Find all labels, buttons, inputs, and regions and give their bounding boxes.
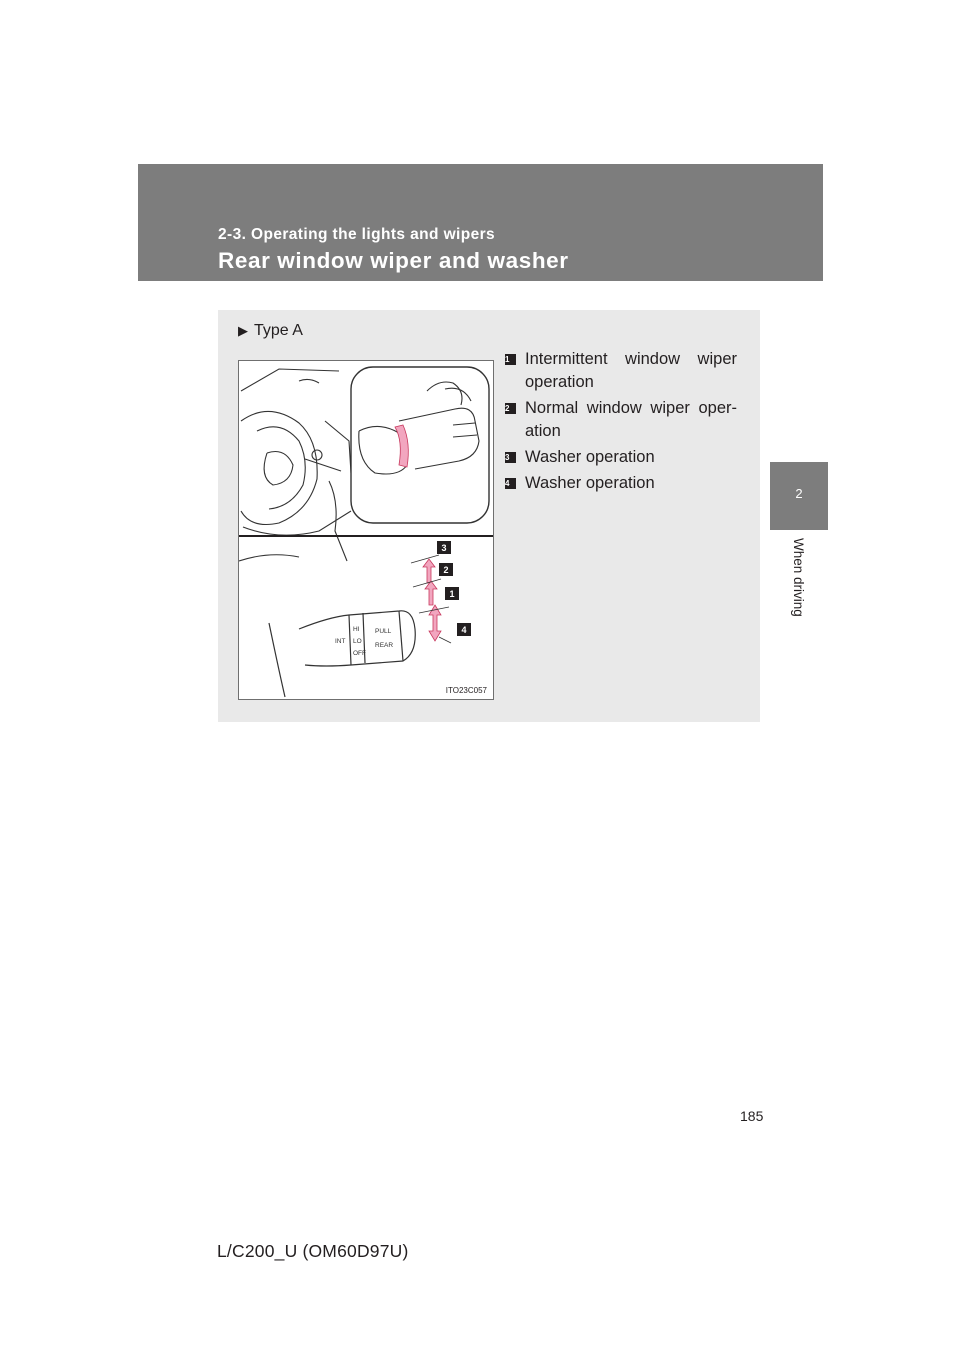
- lever-off-label: OFF: [353, 650, 366, 657]
- operation-list: [505, 348, 737, 498]
- callout-markers: [437, 541, 471, 636]
- type-label: Type A: [254, 322, 303, 339]
- triangle-right-icon: ▶: [238, 323, 248, 338]
- item-text: Washer operation: [525, 474, 655, 492]
- item-number-badge: 2: [505, 403, 516, 414]
- steering-wheel-drawing: [239, 369, 351, 561]
- list-item: [505, 446, 737, 469]
- instruction-panel: [218, 310, 760, 722]
- lever-rear-label: REAR: [375, 642, 394, 649]
- lever-pull-label: PULL: [375, 628, 392, 635]
- chapter-header: [138, 164, 823, 281]
- type-heading: [238, 322, 303, 340]
- arrow-2: [425, 581, 437, 605]
- list-item: [505, 397, 737, 443]
- item-text: Intermittent window wiper operation: [525, 350, 737, 391]
- lever-hi-label: HI: [353, 626, 360, 633]
- list-item: [505, 348, 737, 394]
- lever-lo-label: LO: [353, 638, 362, 645]
- arrow-3: [423, 559, 435, 583]
- item-number-badge: 4: [505, 478, 516, 489]
- illustration-svg: [239, 361, 493, 699]
- item-number-badge: 1: [505, 354, 516, 365]
- chapter-number: 2: [795, 486, 803, 501]
- wiper-lever-illustration: [238, 360, 494, 700]
- item-text: Normal window wiper oper-ation: [525, 399, 737, 440]
- page-title: Rear window wiper and washer: [218, 248, 569, 273]
- lever-int-label: INT: [335, 638, 346, 645]
- chapter-side-tab[interactable]: [770, 462, 828, 530]
- lever-drawing: [269, 611, 415, 697]
- list-item: [505, 472, 737, 495]
- item-number-badge: 3: [505, 452, 516, 463]
- section-heading: 2-3. Operating the lights and wipers: [218, 226, 496, 243]
- item-text: Washer operation: [525, 448, 655, 466]
- callout-2: 2: [443, 565, 449, 575]
- chapter-label: When driving: [791, 538, 806, 617]
- footer-code: L/C200_U (OM60D97U): [217, 1241, 409, 1261]
- callout-3: 3: [441, 543, 447, 553]
- figure-id: ITO23C057: [445, 686, 487, 695]
- page-number: 185: [740, 1108, 764, 1124]
- callout-1: 1: [449, 589, 455, 599]
- callout-4: 4: [461, 625, 467, 635]
- detail-inset-frame: [351, 367, 489, 523]
